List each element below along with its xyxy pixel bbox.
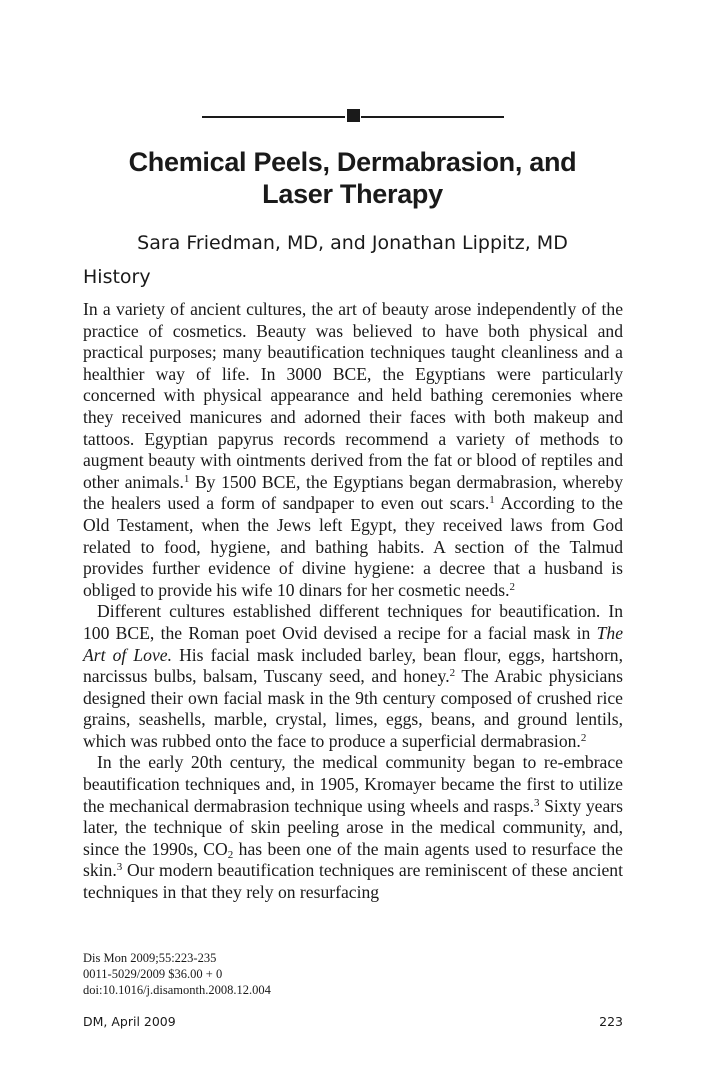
title-line-2: Laser Therapy — [262, 179, 443, 209]
subscript: 2 — [227, 848, 234, 861]
ornament-rule-right — [361, 116, 504, 118]
p2-text-b: His facial mask included barley, bean flour, eggs, hartshorn, narcissus bulbs, balsam, Tuscany seed, and honey. — [83, 644, 623, 687]
page-number: 223 — [599, 1014, 623, 1029]
p3-text-d: Our modern beautification techniques are reminiscent of these ancient techniques in that they rely on resurfacing — [83, 860, 623, 903]
p1-text-c: According to the Old Testament, when the Jews left Egypt, they received laws from God related to food, hygiene, and bathing habits. A section of the Talmud provides further evidence of divine hygiene: a decree that a husband is obliged to provide his wife 10 dinars for her cosmetic needs. — [83, 493, 623, 600]
reference-marker: 3 — [116, 861, 123, 874]
ornament-square — [347, 109, 360, 122]
paragraph-2 — [83, 601, 623, 752]
p3-text-c: has been one of the main agents used to resurface the skin. — [83, 838, 623, 881]
title-line-1: Chemical Peels, Dermabrasion, and — [128, 147, 577, 177]
p2-text-a: Different cultures established different techniques for beautification. In 100 BCE, the Roman poet Ovid devised a recipe for a facial mask in — [83, 601, 623, 643]
doi: doi:10.1016/j.disamonth.2008.12.004 — [83, 983, 271, 997]
paragraph-3 — [83, 752, 623, 903]
reference-marker: 3 — [534, 796, 540, 809]
reference-marker: 2 — [509, 580, 516, 593]
reference-marker: 1 — [489, 494, 495, 507]
p1-text-b: By 1500 BCE, the Egyptians began dermabrasion, whereby the healers used a form of sandpaper to even out scars. — [83, 471, 623, 514]
p1-text-a: In a variety of ancient cultures, the art of beauty arose independently of the practice of cosmetics. Beauty was believed to have both physical and practical purposes; many beautification techniques taught cleanliness and a healthier way of life. In 3000 BCE, the Egyptians were particularly concerned with physical appearance and held bathing ceremonies where they received manicures and adorned their faces with both makeup and tattoos. Egyptian papyrus records recommend a variety of methods to augment beauty with ointments derived from the fat or blood of reptiles and other animals. — [83, 299, 623, 492]
citation: Dis Mon 2009;55:223-235 — [83, 951, 217, 965]
journal-date: DM, April 2009 — [83, 1014, 176, 1029]
reference-marker: 2 — [449, 667, 456, 680]
p3-text-a: In the early 20th century, the medical community began to re-embrace beautification techniques and, in 1905, Kromayer became the first to utilize the mechanical dermabrasion technique using wheels and rasps. — [83, 752, 623, 816]
p2-text-c: The Arabic physicians designed their own facial mask in the 9th century composed of crushed rice grains, seashells, marble, crystal, limes, eggs, beans, and ground lentils, which was rubbed onto the face to produce a superficial dermabrasion. — [83, 666, 623, 751]
publication-metadata — [83, 950, 271, 998]
title-ornament — [202, 109, 504, 123]
reference-marker: 1 — [183, 472, 190, 485]
paragraph-1 — [83, 299, 623, 601]
page-footer — [83, 1014, 623, 1029]
issn-price: 0011-5029/2009 $36.00 + 0 — [83, 967, 223, 981]
ornament-rule-left — [202, 116, 345, 118]
reference-marker: 2 — [580, 731, 587, 744]
article-title — [60, 146, 645, 210]
section-heading: History — [83, 266, 151, 288]
book-title: The Art of Love. — [83, 622, 623, 665]
body-text — [83, 299, 623, 904]
author-list: Sara Friedman, MD, and Jonathan Lippitz, MD — [137, 232, 568, 254]
p3-text-b: Sixty years later, the technique of skin peeling arose in the medical community, and, since the 1990s, CO — [83, 795, 624, 859]
